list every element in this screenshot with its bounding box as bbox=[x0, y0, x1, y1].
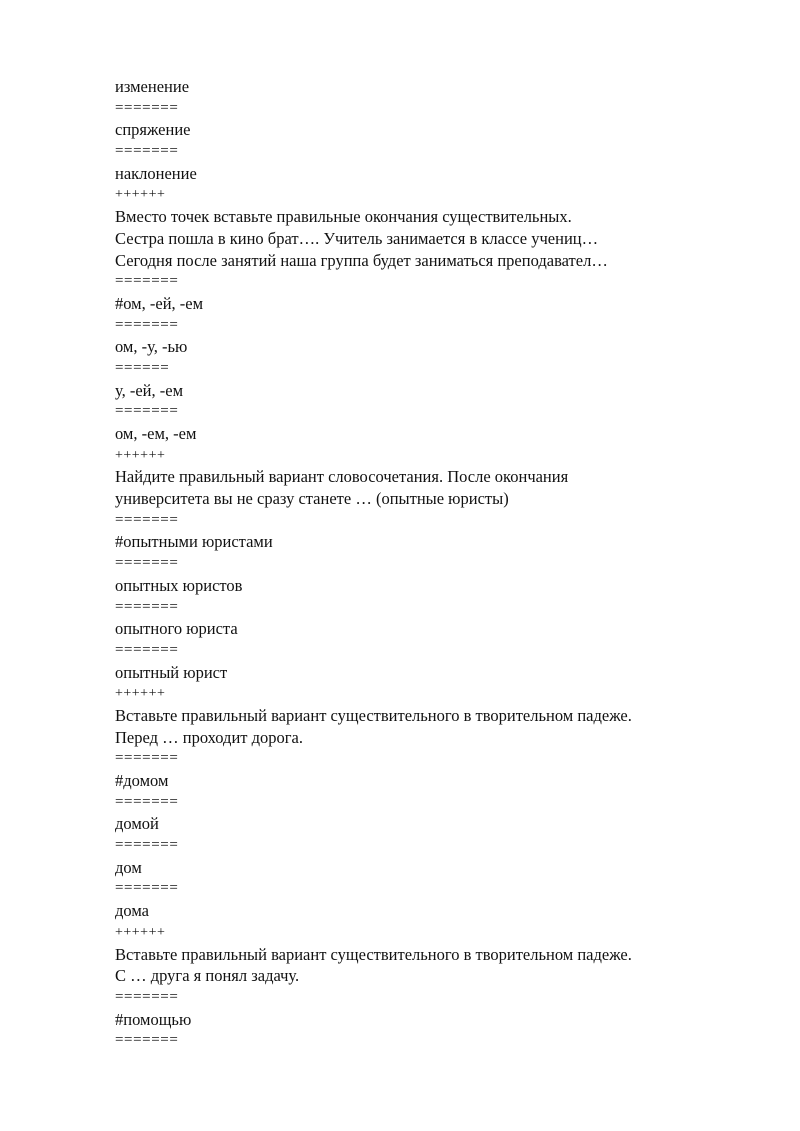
text-line: спряжение bbox=[115, 120, 191, 140]
question-text: Сестра пошла в кино брат…. Учитель занимается в классе учениц… bbox=[115, 228, 599, 248]
answer-option: у, -ей, -ем bbox=[115, 380, 184, 400]
separator-line: ======= bbox=[115, 316, 179, 333]
answer-option: опытных юристов bbox=[115, 575, 243, 595]
question-separator: ++++++ bbox=[115, 447, 166, 463]
answer-option: дома bbox=[115, 901, 149, 921]
answer-option: опытного юриста bbox=[115, 619, 238, 639]
separator-line: ======= bbox=[115, 1032, 179, 1049]
separator-line: ======= bbox=[115, 273, 179, 290]
answer-option: домой bbox=[115, 814, 159, 834]
text-line: изменение bbox=[115, 77, 190, 96]
answer-option: #ом, -ей, -ем bbox=[115, 293, 204, 313]
question-text: Вставьте правильный вариант существительного в творительном падеже. bbox=[115, 705, 632, 725]
question-separator: ++++++ bbox=[115, 924, 166, 940]
answer-option: ом, -у, -ью bbox=[115, 337, 188, 357]
separator-line: ======= bbox=[115, 143, 179, 160]
answer-option: ом, -ем, -ем bbox=[115, 424, 197, 443]
question-text: Найдите правильный вариант словосочетания. После окончания bbox=[115, 467, 569, 487]
question-separator: ++++++ bbox=[115, 686, 166, 702]
separator-line: ======= bbox=[115, 99, 179, 116]
answer-option: #помощью bbox=[115, 1009, 192, 1029]
question-separator: ++++++ bbox=[115, 187, 166, 203]
question-text: Сегодня после занятий наша группа будет заниматься преподавател… bbox=[115, 250, 608, 270]
question-text: университета вы не сразу станете … (опытные юристы) bbox=[115, 489, 509, 509]
question-text: Вставьте правильный вариант существительного в творительном падеже. bbox=[115, 944, 632, 964]
separator-line: ======= bbox=[115, 641, 179, 658]
separator-line: ======= bbox=[115, 598, 179, 615]
separator-line: ======= bbox=[115, 403, 179, 420]
separator-line: ======= bbox=[115, 555, 179, 572]
answer-option: #домом bbox=[115, 771, 169, 790]
separator-line: ======= bbox=[115, 750, 179, 767]
separator-line: ======= bbox=[115, 880, 179, 897]
separator-line: ======= bbox=[115, 988, 179, 1005]
answer-option: опытный юрист bbox=[115, 662, 228, 682]
separator-line: ====== bbox=[115, 359, 170, 376]
separator-line: ======= bbox=[115, 511, 179, 528]
separator-line: ======= bbox=[115, 837, 179, 854]
answer-option: #опытными юристами bbox=[115, 532, 273, 552]
answer-option: дом bbox=[115, 857, 142, 877]
question-text: Вместо точек вставьте правильные окончания существительных. bbox=[115, 207, 572, 227]
question-text: Перед … проходит дорога. bbox=[115, 727, 303, 747]
separator-line: ======= bbox=[115, 793, 179, 810]
text-line: наклонение bbox=[115, 163, 197, 183]
question-text: С … друга я понял задачу. bbox=[115, 966, 300, 986]
document-body bbox=[115, 76, 755, 1052]
